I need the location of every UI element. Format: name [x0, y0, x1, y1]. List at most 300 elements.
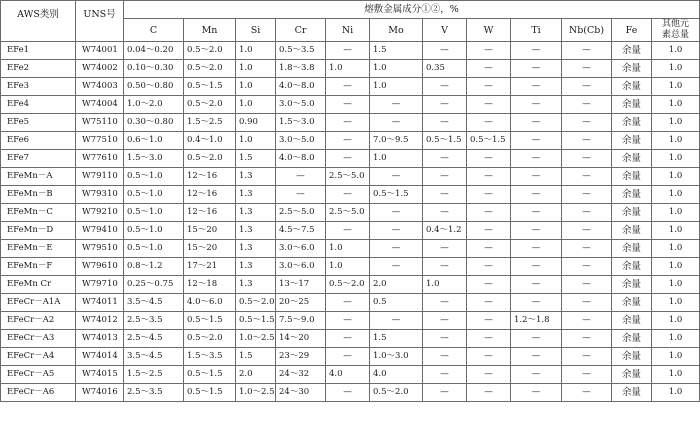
cell-mo: 0.5～1.5 — [370, 186, 423, 204]
cell-nb: — — [562, 276, 612, 294]
table-row — [1, 186, 700, 204]
cell-mo: — — [370, 168, 423, 186]
cell-mn: 12～16 — [184, 168, 236, 186]
cell-ti: — — [511, 186, 562, 204]
table-row — [1, 366, 700, 384]
cell-cr: 2.5～5.0 — [276, 204, 326, 222]
cell-other: 1.0 — [652, 312, 700, 330]
cell-other: 1.0 — [652, 96, 700, 114]
cell-aws-class: EFeCr－A2 — [1, 312, 76, 330]
cell-mn: 0.5～1.5 — [184, 384, 236, 402]
cell-uns-number: W77610 — [76, 150, 124, 168]
cell-ti: — — [511, 96, 562, 114]
table-row — [1, 222, 700, 240]
cell-ni: 1.0 — [326, 60, 370, 78]
cell-cr: 20～25 — [276, 294, 326, 312]
cell-uns-number: W74012 — [76, 312, 124, 330]
cell-fe: 余量 — [612, 42, 652, 60]
cell-ti: — — [511, 348, 562, 366]
cell-v: — — [423, 168, 467, 186]
cell-si: 0.5～1.5 — [236, 312, 276, 330]
cell-uns-number: W77510 — [76, 132, 124, 150]
cell-si: 1.3 — [236, 222, 276, 240]
cell-cr: 3.0～5.0 — [276, 96, 326, 114]
table-row — [1, 240, 700, 258]
cell-c: 2.5～4.5 — [124, 330, 184, 348]
cell-c: 1.0～2.0 — [124, 96, 184, 114]
cell-w: 0.5～1.5 — [467, 132, 511, 150]
cell-cr: — — [276, 168, 326, 186]
cell-mo: 4.0 — [370, 366, 423, 384]
cell-cr: 7.5～9.0 — [276, 312, 326, 330]
cell-fe: 余量 — [612, 276, 652, 294]
cell-c: 3.5～4.5 — [124, 348, 184, 366]
cell-mn: 0.5～2.0 — [184, 96, 236, 114]
cell-aws-class: EFe6 — [1, 132, 76, 150]
header-mo: Mo — [370, 19, 423, 42]
cell-cr: 0.5～3.5 — [276, 42, 326, 60]
cell-aws-class: EFeMn－E — [1, 240, 76, 258]
cell-cr: 4.5～7.5 — [276, 222, 326, 240]
cell-cr: 3.0～5.0 — [276, 132, 326, 150]
cell-ni: — — [326, 312, 370, 330]
header-c: C — [124, 19, 184, 42]
cell-other: 1.0 — [652, 168, 700, 186]
cell-nb: — — [562, 312, 612, 330]
cell-cr: 4.0～8.0 — [276, 78, 326, 96]
cell-ti: — — [511, 78, 562, 96]
cell-ti: — — [511, 366, 562, 384]
cell-uns-number: W74016 — [76, 384, 124, 402]
cell-ni: — — [326, 384, 370, 402]
cell-uns-number: W74011 — [76, 294, 124, 312]
cell-uns-number: W79310 — [76, 186, 124, 204]
cell-uns-number: W74013 — [76, 330, 124, 348]
cell-other: 1.0 — [652, 258, 700, 276]
cell-cr: 14～20 — [276, 330, 326, 348]
cell-fe: 余量 — [612, 294, 652, 312]
cell-ni: — — [326, 150, 370, 168]
header-cr: Cr — [276, 19, 326, 42]
header-other: 其他元 素总量 — [652, 19, 700, 42]
cell-aws-class: EFeCr－A5 — [1, 366, 76, 384]
cell-other: 1.0 — [652, 366, 700, 384]
cell-aws-class: EFeMn Cr — [1, 276, 76, 294]
cell-fe: 余量 — [612, 330, 652, 348]
cell-nb: — — [562, 258, 612, 276]
cell-ni: 4.0 — [326, 366, 370, 384]
cell-ni: — — [326, 294, 370, 312]
cell-nb: — — [562, 366, 612, 384]
cell-c: 0.10～0.30 — [124, 60, 184, 78]
cell-c: 0.5～1.0 — [124, 204, 184, 222]
cell-mn: 0.5～2.0 — [184, 42, 236, 60]
cell-c: 0.25～0.75 — [124, 276, 184, 294]
table-row — [1, 60, 700, 78]
cell-aws-class: EFe7 — [1, 150, 76, 168]
cell-nb: — — [562, 348, 612, 366]
cell-v: — — [423, 294, 467, 312]
cell-ti: — — [511, 222, 562, 240]
cell-ni: — — [326, 42, 370, 60]
cell-aws-class: EFe4 — [1, 96, 76, 114]
cell-mn: 12～18 — [184, 276, 236, 294]
cell-uns-number: W74003 — [76, 78, 124, 96]
cell-uns-number: W79210 — [76, 204, 124, 222]
cell-c: 2.5～3.5 — [124, 384, 184, 402]
cell-mo: — — [370, 240, 423, 258]
header-aws-class: AWS类别 — [1, 1, 76, 42]
cell-v: — — [423, 384, 467, 402]
cell-aws-class: EFeCr－A6 — [1, 384, 76, 402]
cell-v: — — [423, 258, 467, 276]
cell-fe: 余量 — [612, 186, 652, 204]
cell-uns-number: W79510 — [76, 240, 124, 258]
cell-uns-number: W75110 — [76, 114, 124, 132]
cell-uns-number: W79610 — [76, 258, 124, 276]
cell-fe: 余量 — [612, 204, 652, 222]
cell-mo: — — [370, 222, 423, 240]
cell-other: 1.0 — [652, 114, 700, 132]
cell-v: 1.0 — [423, 276, 467, 294]
cell-si: 1.0 — [236, 96, 276, 114]
cell-nb: — — [562, 78, 612, 96]
table-body — [1, 42, 700, 402]
cell-fe: 余量 — [612, 240, 652, 258]
table-header — [1, 1, 700, 42]
cell-ti: — — [511, 258, 562, 276]
cell-aws-class: EFeCr－A4 — [1, 348, 76, 366]
cell-fe: 余量 — [612, 384, 652, 402]
cell-other: 1.0 — [652, 294, 700, 312]
cell-cr: 3.0～6.0 — [276, 258, 326, 276]
cell-c: 0.5～1.0 — [124, 240, 184, 258]
cell-other: 1.0 — [652, 348, 700, 366]
cell-w: — — [467, 294, 511, 312]
cell-w: — — [467, 384, 511, 402]
cell-mo: 1.0～3.0 — [370, 348, 423, 366]
cell-mo: 2.0 — [370, 276, 423, 294]
cell-mn: 12～16 — [184, 204, 236, 222]
table-row — [1, 312, 700, 330]
cell-aws-class: EFeMn－D — [1, 222, 76, 240]
cell-nb: — — [562, 42, 612, 60]
cell-si: 1.0 — [236, 78, 276, 96]
cell-mo: 1.5 — [370, 330, 423, 348]
cell-nb: — — [562, 186, 612, 204]
cell-v: — — [423, 150, 467, 168]
cell-fe: 余量 — [612, 168, 652, 186]
cell-v: — — [423, 186, 467, 204]
cell-nb: — — [562, 150, 612, 168]
cell-v: — — [423, 78, 467, 96]
cell-ni: 2.5～5.0 — [326, 168, 370, 186]
cell-ti: — — [511, 276, 562, 294]
cell-fe: 余量 — [612, 114, 652, 132]
table-row — [1, 96, 700, 114]
cell-w: — — [467, 114, 511, 132]
table-row — [1, 330, 700, 348]
cell-nb: — — [562, 330, 612, 348]
header-v: V — [423, 19, 467, 42]
cell-si: 1.3 — [236, 204, 276, 222]
cell-v: — — [423, 240, 467, 258]
cell-w: — — [467, 366, 511, 384]
cell-w: — — [467, 186, 511, 204]
cell-ni: — — [326, 96, 370, 114]
cell-ni: 1.0 — [326, 258, 370, 276]
table-row — [1, 294, 700, 312]
cell-aws-class: EFeMn－C — [1, 204, 76, 222]
cell-other: 1.0 — [652, 330, 700, 348]
cell-w: — — [467, 312, 511, 330]
cell-other: 1.0 — [652, 60, 700, 78]
cell-nb: — — [562, 132, 612, 150]
cell-v: — — [423, 312, 467, 330]
cell-si: 1.0 — [236, 60, 276, 78]
cell-other: 1.0 — [652, 384, 700, 402]
cell-mn: 0.5～1.5 — [184, 78, 236, 96]
cell-mo: 7.0～9.5 — [370, 132, 423, 150]
cell-w: — — [467, 348, 511, 366]
cell-uns-number: W79410 — [76, 222, 124, 240]
cell-other: 1.0 — [652, 204, 700, 222]
header-w: W — [467, 19, 511, 42]
table-row — [1, 132, 700, 150]
cell-aws-class: EFe1 — [1, 42, 76, 60]
cell-ti: — — [511, 204, 562, 222]
cell-mn: 0.5～2.0 — [184, 60, 236, 78]
cell-mo: — — [370, 204, 423, 222]
header-nb: Nb(Cb) — [562, 19, 612, 42]
cell-mn: 15～20 — [184, 240, 236, 258]
cell-fe: 余量 — [612, 60, 652, 78]
cell-ti: — — [511, 60, 562, 78]
cell-ti: — — [511, 240, 562, 258]
cell-other: 1.0 — [652, 276, 700, 294]
header-fe: Fe — [612, 19, 652, 42]
cell-ni: 1.0 — [326, 240, 370, 258]
cell-w: — — [467, 168, 511, 186]
cell-v: — — [423, 42, 467, 60]
cell-nb: — — [562, 60, 612, 78]
cell-c: 0.8～1.2 — [124, 258, 184, 276]
cell-other: 1.0 — [652, 78, 700, 96]
cell-v: 0.5～1.5 — [423, 132, 467, 150]
cell-ni: — — [326, 222, 370, 240]
cell-si: 2.0 — [236, 366, 276, 384]
cell-c: 0.6～1.0 — [124, 132, 184, 150]
cell-v: 0.4～1.2 — [423, 222, 467, 240]
cell-nb: — — [562, 384, 612, 402]
cell-cr: 3.0～6.0 — [276, 240, 326, 258]
cell-other: 1.0 — [652, 186, 700, 204]
cell-fe: 余量 — [612, 222, 652, 240]
cell-w: — — [467, 222, 511, 240]
cell-uns-number: W74001 — [76, 42, 124, 60]
cell-mo: — — [370, 96, 423, 114]
cell-ti: — — [511, 132, 562, 150]
cell-mn: 0.5～1.5 — [184, 366, 236, 384]
cell-nb: — — [562, 294, 612, 312]
cell-fe: 余量 — [612, 96, 652, 114]
table-row — [1, 258, 700, 276]
cell-w: — — [467, 78, 511, 96]
cell-aws-class: EFeMn－A — [1, 168, 76, 186]
cell-mn: 15～20 — [184, 222, 236, 240]
table-row — [1, 348, 700, 366]
cell-mo: 1.0 — [370, 150, 423, 168]
cell-si: 1.0～2.5 — [236, 384, 276, 402]
cell-mo: 1.0 — [370, 60, 423, 78]
cell-mn: 1.5～2.5 — [184, 114, 236, 132]
cell-fe: 余量 — [612, 258, 652, 276]
cell-aws-class: EFeMn－F — [1, 258, 76, 276]
cell-other: 1.0 — [652, 150, 700, 168]
cell-v: — — [423, 114, 467, 132]
cell-nb: — — [562, 168, 612, 186]
cell-mo: 0.5 — [370, 294, 423, 312]
cell-ti: — — [511, 294, 562, 312]
table-row — [1, 204, 700, 222]
cell-v: — — [423, 204, 467, 222]
cell-other: 1.0 — [652, 240, 700, 258]
cell-ni: — — [326, 330, 370, 348]
cell-si: 1.0 — [236, 42, 276, 60]
cell-cr: 23～29 — [276, 348, 326, 366]
cell-v: — — [423, 348, 467, 366]
cell-mn: 12～16 — [184, 186, 236, 204]
cell-uns-number: W74004 — [76, 96, 124, 114]
cell-uns-number: W74002 — [76, 60, 124, 78]
cell-ni: 0.5～2.0 — [326, 276, 370, 294]
cell-v: — — [423, 96, 467, 114]
header-uns-number: UNS号 — [76, 1, 124, 42]
cell-mn: 0.5～2.0 — [184, 150, 236, 168]
cell-cr: 1.5～3.0 — [276, 114, 326, 132]
cell-nb: — — [562, 222, 612, 240]
cell-cr: 13～17 — [276, 276, 326, 294]
cell-mn: 4.0～6.0 — [184, 294, 236, 312]
cell-ti: — — [511, 168, 562, 186]
cell-uns-number: W74015 — [76, 366, 124, 384]
cell-c: 3.5～4.5 — [124, 294, 184, 312]
cell-v: — — [423, 366, 467, 384]
cell-cr: 4.0～8.0 — [276, 150, 326, 168]
cell-si: 1.5 — [236, 150, 276, 168]
cell-other: 1.0 — [652, 222, 700, 240]
cell-aws-class: EFeCr－A1A — [1, 294, 76, 312]
cell-aws-class: EFe2 — [1, 60, 76, 78]
cell-c: 0.30～0.80 — [124, 114, 184, 132]
cell-ni: 2.5～5.0 — [326, 204, 370, 222]
cell-mo: — — [370, 258, 423, 276]
cell-c: 0.5～1.0 — [124, 222, 184, 240]
cell-w: — — [467, 42, 511, 60]
cell-w: — — [467, 96, 511, 114]
cell-aws-class: EFeCr－A3 — [1, 330, 76, 348]
cell-c: 0.50～0.80 — [124, 78, 184, 96]
cell-fe: 余量 — [612, 150, 652, 168]
cell-si: 1.0 — [236, 132, 276, 150]
cell-fe: 余量 — [612, 366, 652, 384]
cell-c: 0.5～1.0 — [124, 168, 184, 186]
cell-ni: — — [326, 132, 370, 150]
cell-uns-number: W79710 — [76, 276, 124, 294]
cell-si: 0.90 — [236, 114, 276, 132]
cell-w: — — [467, 276, 511, 294]
table-row — [1, 384, 700, 402]
cell-uns-number: W74014 — [76, 348, 124, 366]
cell-fe: 余量 — [612, 312, 652, 330]
cell-si: 1.3 — [236, 258, 276, 276]
cell-aws-class: EFe5 — [1, 114, 76, 132]
cell-mn: 0.5～2.0 — [184, 330, 236, 348]
table-row — [1, 78, 700, 96]
cell-w: — — [467, 330, 511, 348]
cell-c: 1.5～3.0 — [124, 150, 184, 168]
cell-nb: — — [562, 240, 612, 258]
cell-ti: 1.2～1.8 — [511, 312, 562, 330]
cell-uns-number: W79110 — [76, 168, 124, 186]
cell-mo: 1.5 — [370, 42, 423, 60]
table-row — [1, 114, 700, 132]
cell-fe: 余量 — [612, 78, 652, 96]
cell-mo: — — [370, 312, 423, 330]
cell-cr: 1.8～3.8 — [276, 60, 326, 78]
cell-mn: 1.5～3.5 — [184, 348, 236, 366]
cell-si: 1.3 — [236, 186, 276, 204]
cell-si: 1.3 — [236, 240, 276, 258]
cell-fe: 余量 — [612, 132, 652, 150]
cell-v: 0.35 — [423, 60, 467, 78]
cell-ni: — — [326, 114, 370, 132]
header-ni: Ni — [326, 19, 370, 42]
cell-mn: 0.5～1.5 — [184, 312, 236, 330]
table-row — [1, 150, 700, 168]
cell-nb: — — [562, 114, 612, 132]
header-ti: Ti — [511, 19, 562, 42]
cell-ti: — — [511, 384, 562, 402]
cell-ni: — — [326, 186, 370, 204]
cell-si: 0.5～2.0 — [236, 294, 276, 312]
cell-w: — — [467, 60, 511, 78]
cell-ti: — — [511, 114, 562, 132]
cell-ni: — — [326, 348, 370, 366]
cell-cr: — — [276, 186, 326, 204]
cell-si: 1.3 — [236, 276, 276, 294]
cell-mo: 0.5～2.0 — [370, 384, 423, 402]
cell-ti: — — [511, 150, 562, 168]
header-composition: 熔敷金属成分①②，% — [124, 1, 700, 19]
cell-w: — — [467, 150, 511, 168]
cell-aws-class: EFeMn－B — [1, 186, 76, 204]
cell-w: — — [467, 204, 511, 222]
cell-nb: — — [562, 204, 612, 222]
table-row — [1, 168, 700, 186]
cell-c: 0.5～1.0 — [124, 186, 184, 204]
cell-fe: 余量 — [612, 348, 652, 366]
cell-mo: — — [370, 114, 423, 132]
cell-w: — — [467, 240, 511, 258]
cell-c: 0.04～0.20 — [124, 42, 184, 60]
cell-mo: 1.0 — [370, 78, 423, 96]
cell-other: 1.0 — [652, 42, 700, 60]
cell-cr: 24～32 — [276, 366, 326, 384]
cell-w: — — [467, 258, 511, 276]
header-mn: Mn — [184, 19, 236, 42]
cell-c: 2.5～3.5 — [124, 312, 184, 330]
